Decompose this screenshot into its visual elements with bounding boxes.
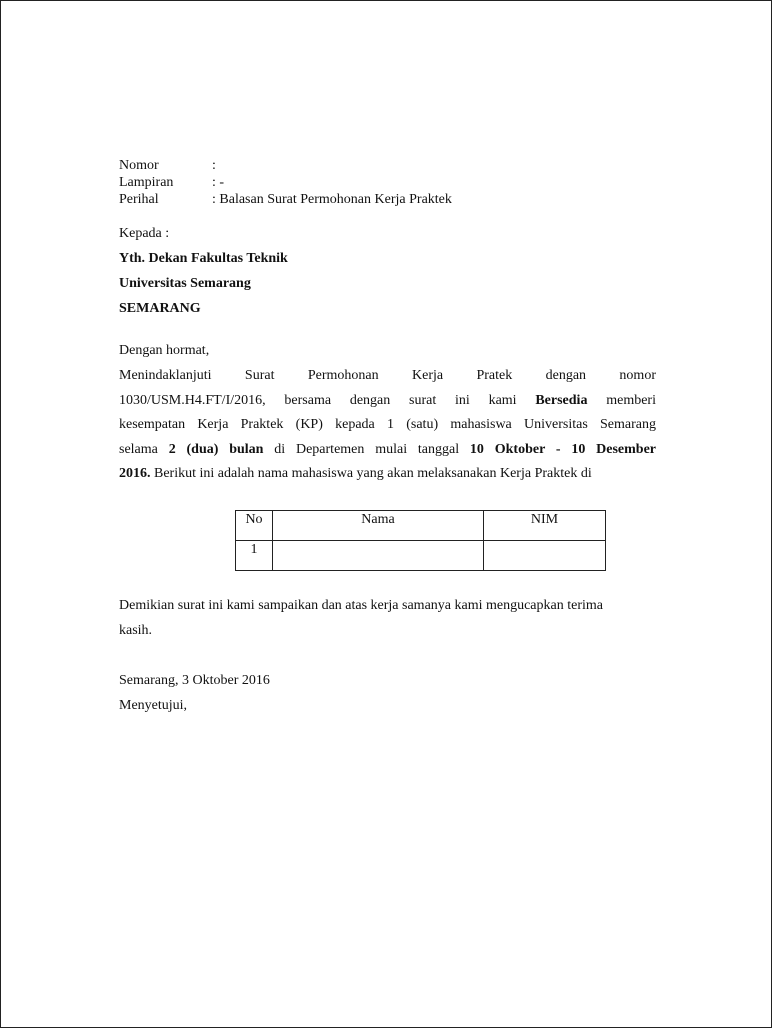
body-text: selama (119, 441, 169, 457)
table-cell-nim (484, 541, 606, 571)
recipient-address (119, 250, 656, 325)
approval-label: Menyetujui, (119, 698, 188, 713)
meta-key: Perihal (119, 192, 159, 207)
body-line: kesempatan Kerja Praktek (KP) kepada 1 (satu) mahasiswa Universitas Semarang (119, 417, 656, 432)
recipient-line: SEMARANG (119, 301, 201, 316)
body-line (119, 465, 656, 490)
table-cell-no: 1 (236, 541, 273, 571)
meta-row-nomor (119, 157, 656, 174)
table-header-no: No (236, 511, 273, 541)
body-text: Berikut ini adalah nama mahasiswa yang akan melaksanakan Kerja Praktek di (150, 466, 592, 481)
body-text: di Departemen mulai tanggal (263, 441, 470, 457)
meta-value: : - (212, 175, 225, 190)
meta-key: Nomor (119, 158, 159, 173)
table-cell-nama (273, 541, 484, 571)
recipient-intro: Kepada : (119, 226, 170, 241)
meta-row-lampiran (119, 174, 656, 191)
recipient-line: Yth. Dekan Fakultas Teknik (119, 251, 288, 266)
meta-key: Lampiran (119, 175, 174, 190)
body-bold-text: Bersedia (535, 392, 588, 408)
letter-meta (119, 157, 656, 208)
body-line (119, 441, 656, 466)
table-header-nama: Nama (273, 511, 484, 541)
closing-line: kasih. (119, 623, 153, 638)
meta-row-perihal (119, 191, 656, 208)
greeting: Dengan hormat, (119, 343, 210, 358)
closing-line: Demikian surat ini kami sampaikan dan atas kerja samanya kami mengucapkan terima (119, 598, 603, 613)
body-text: 1030/USM.H4.FT/I/2016, bersama dengan surat ini kami (119, 392, 536, 408)
body-line: Menindaklanjuti Surat Permohonan Kerja Pratek dengan nomor (119, 368, 656, 383)
body-bold-text: 2 (dua) bulan (168, 441, 264, 457)
place-date: Semarang, 3 Oktober 2016 (119, 673, 270, 688)
body-paragraph (119, 367, 656, 490)
closing-paragraph (119, 597, 656, 647)
body-bold-text: 10 Oktober - 10 Desember (469, 441, 656, 457)
body-line (119, 392, 656, 417)
meta-value: : Balasan Surat Permohonan Kerja Praktek (212, 192, 452, 207)
table-row (236, 541, 606, 571)
table-header-row (236, 511, 606, 541)
table-header-nim: NIM (484, 511, 606, 541)
body-text: memberi (587, 392, 656, 408)
meta-value: : (212, 158, 216, 173)
body-bold-text: 2016. (119, 466, 151, 481)
recipient-line: Universitas Semarang (119, 276, 251, 291)
student-table (235, 510, 606, 571)
